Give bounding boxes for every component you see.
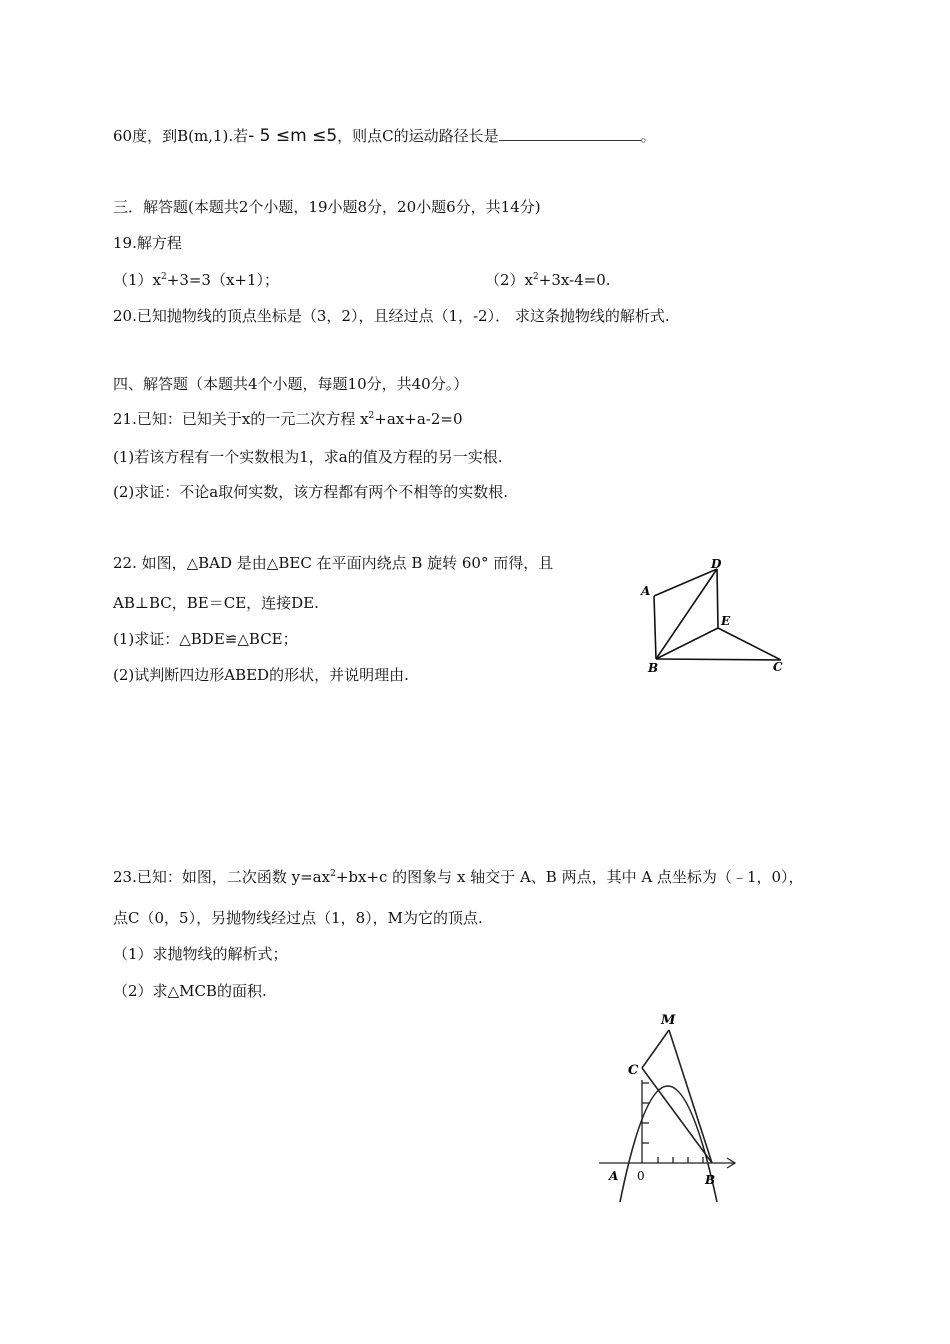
q20-text: 20.已知抛物线的顶点坐标是（3，2），且经过点（1，-2）． 求这条抛物线的解析式. xyxy=(113,307,670,325)
label-A: A xyxy=(641,584,651,598)
section4-heading: 四、解答题（本题共4个小题，每题10分，共40分。） xyxy=(113,375,469,393)
label-E: E xyxy=(721,614,731,628)
q23-line1: 23.已知：如图，二次函数 $y=ax^2+bx+c$ 的图象与 x 轴交于 A、B 两点，其中 A 点坐标为（﹣1，0）， xyxy=(113,868,804,886)
q19-part2: $(2)x^2+3x-4=0$. xyxy=(485,271,611,289)
q23-part1: （1）求抛物线的解析式； xyxy=(113,945,288,963)
label-D: D xyxy=(711,557,722,571)
q21-stem: 21.已知：已知关于x的一元二次方程 $x^2+ax+a-2=0$ xyxy=(113,410,463,428)
label-A: A xyxy=(609,1169,619,1183)
label-C: C xyxy=(628,1063,639,1078)
q22-part1: (1)求证：△BDE≌△BCE； xyxy=(113,630,298,648)
label-O: 0 xyxy=(637,1169,645,1183)
q22-figure xyxy=(635,555,805,675)
q23-line2: 点C（0，5），另抛物线经过点（1，8），M为它的顶点. xyxy=(113,909,483,927)
section3-heading: 三．解答题(本题共2个小题，19小题8分，20小题6分，共14分) xyxy=(113,198,541,216)
q18-continuation: 60度，到B(m,1).若- 5 ≤m ≤5，则点C的运动路径长是 。 xyxy=(113,126,656,146)
q19-part1: $(1)x^2+3=3(x+1)$； xyxy=(113,271,280,289)
answer-blank[interactable] xyxy=(499,126,641,141)
label-B: B xyxy=(705,1173,716,1187)
q21-part1: (1)若该方程有一个实数根为1，求a的值及方程的另一实根. xyxy=(113,448,503,466)
q19-title: 19.解方程 xyxy=(113,234,182,252)
q22-part2: (2)试判断四边形ABED的形状，并说明理由. xyxy=(113,666,409,684)
q21-part2: (2)求证：不论a取何实数，该方程都有两个不相等的实数根. xyxy=(113,483,508,501)
q23-figure xyxy=(595,1010,745,1210)
label-C: C xyxy=(773,660,783,674)
inequality: - 5 ≤m ≤5 xyxy=(248,126,338,146)
label-M: M xyxy=(661,1013,676,1028)
label-B: B xyxy=(648,661,659,675)
q22-line2: AB⊥BC，BE＝CE，连接DE. xyxy=(113,594,319,612)
q23-part2: （2）求△MCB的面积. xyxy=(113,982,267,1000)
q22-line1: 22. 如图，△BAD 是由△BEC 在平面内绕点 B 旋转 60° 而得，且 xyxy=(113,554,554,572)
